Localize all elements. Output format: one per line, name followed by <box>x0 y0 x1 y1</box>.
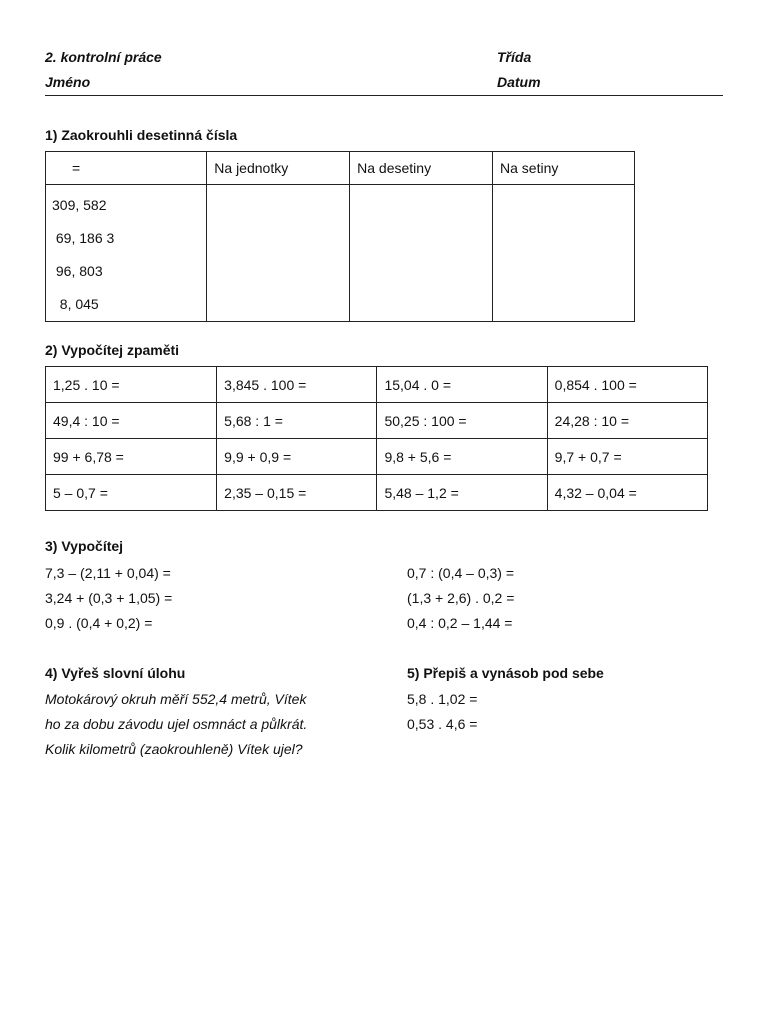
table-cell: 2,35 – 0,15 = <box>217 475 377 511</box>
task3-heading: 3) Vypočítej <box>45 538 124 554</box>
column-header: = <box>46 152 207 185</box>
expression: (1,3 + 2,6) . 0,2 = <box>407 590 515 606</box>
answer-cell[interactable] <box>350 185 493 322</box>
task1-heading: 1) Zaokrouhli desetinná čísla <box>45 127 238 143</box>
task3-left-column <box>45 561 172 636</box>
class-label: Třída <box>497 49 532 65</box>
word-problem <box>45 687 307 762</box>
table-cell: 9,7 + 0,7 = <box>547 439 707 475</box>
task4-heading: 4) Vyřeš slovní úlohu <box>45 665 186 681</box>
table-cell: 3,845 . 100 = <box>217 367 377 403</box>
table-cell: 49,4 : 10 = <box>46 403 217 439</box>
table-cell: 15,04 . 0 = <box>377 367 547 403</box>
problem-line: ho za dobu závodu ujel osmnáct a půlkrát. <box>45 716 308 732</box>
task3-right-column <box>407 561 514 636</box>
task5-heading: 5) Přepiš a vynásob pod sebe <box>407 665 604 681</box>
table-cell: 5,68 : 1 = <box>217 403 377 439</box>
expression: 5,8 . 1,02 = <box>407 691 478 707</box>
column-header: Na setiny <box>493 152 635 185</box>
table-cell: 4,32 – 0,04 = <box>547 475 707 511</box>
table-row <box>46 439 708 475</box>
number-item: 8, 045 <box>52 296 99 312</box>
rounding-table <box>45 151 635 322</box>
expression: 0,4 : 0,2 – 1,44 = <box>407 615 513 631</box>
expression: 0,53 . 4,6 = <box>407 716 478 732</box>
expression: 0,9 . (0,4 + 0,2) = <box>45 615 153 631</box>
expression: 0,7 : (0,4 – 0,3) = <box>407 565 515 581</box>
expression: 3,24 + (0,3 + 1,05) = <box>45 590 173 606</box>
problem-line: Motokárový okruh měří 552,4 metrů, Vítek <box>45 691 307 707</box>
table-cell: 9,9 + 0,9 = <box>217 439 377 475</box>
table-cell: 24,28 : 10 = <box>547 403 707 439</box>
table-row <box>46 367 708 403</box>
table-cell: 1,25 . 10 = <box>46 367 217 403</box>
table-cell: 50,25 : 100 = <box>377 403 547 439</box>
number-item: 96, 803 <box>52 263 103 279</box>
problem-line: Kolik kilometrů (zaokrouhleně) Vítek ujel? <box>45 741 303 757</box>
answer-cell[interactable] <box>493 185 635 322</box>
name-label: Jméno <box>45 74 91 90</box>
table-row <box>46 185 635 322</box>
table-header-row <box>46 152 635 185</box>
table-cell: 0,854 . 100 = <box>547 367 707 403</box>
table-row <box>46 475 708 511</box>
multiplication-list <box>407 687 477 737</box>
task2-heading: 2) Vypočítej zpaměti <box>45 342 180 358</box>
mental-math-table <box>45 366 708 511</box>
numbers-cell <box>46 185 207 322</box>
answer-cell[interactable] <box>207 185 350 322</box>
table-cell: 9,8 + 5,6 = <box>377 439 547 475</box>
table-cell: 5 – 0,7 = <box>46 475 217 511</box>
header-divider <box>45 95 723 96</box>
table-row <box>46 403 708 439</box>
number-item: 309, 582 <box>52 197 107 213</box>
column-header: Na desetiny <box>350 152 493 185</box>
table-cell: 5,48 – 1,2 = <box>377 475 547 511</box>
number-item: 69, 186 3 <box>52 230 115 246</box>
test-title: 2. kontrolní práce <box>45 49 162 65</box>
column-header: Na jednotky <box>207 152 350 185</box>
table-cell: 99 + 6,78 = <box>46 439 217 475</box>
date-label: Datum <box>497 74 541 90</box>
expression: 7,3 – (2,11 + 0,04) = <box>45 565 171 581</box>
